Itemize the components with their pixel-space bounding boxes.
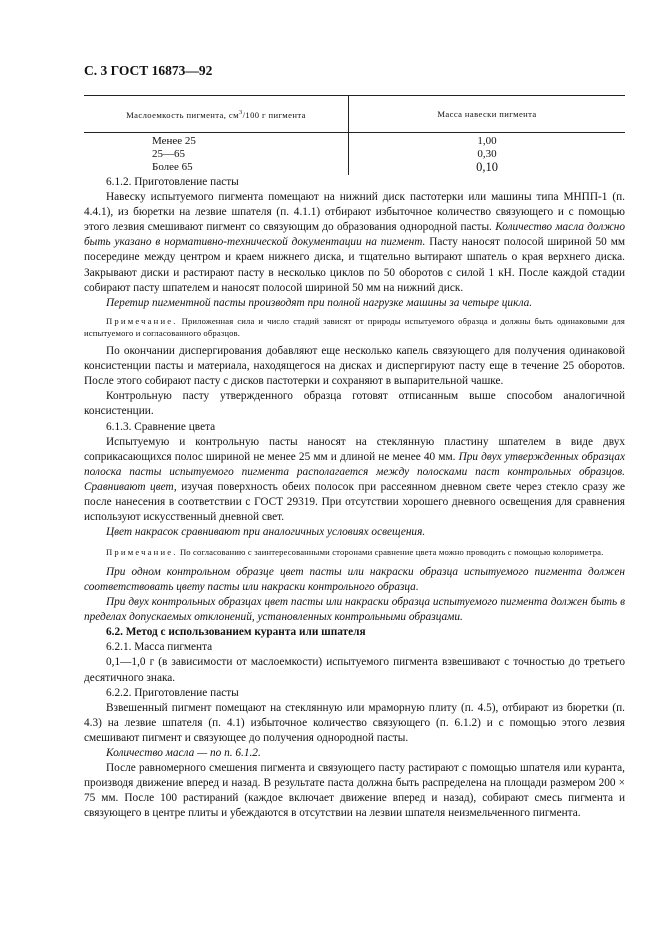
- pigment-mass-table: [84, 95, 625, 175]
- table-header-row: [84, 96, 625, 133]
- table-header-oil-absorption: Маслоемкость пигмента, $см^3/100$ г пигмента: [84, 96, 349, 133]
- table-header-sample-mass: Масса навески пигмента: [349, 96, 626, 133]
- section-heading-6-2-1: 6.2.1. Масса пигмента: [106, 641, 213, 654]
- paragraph-italic: Цвет накрасок сравнивают при аналогичных условиях освещения.: [106, 526, 426, 539]
- oil-absorption-cell: [84, 133, 349, 176]
- sample-mass-cell: [349, 133, 626, 176]
- table-cell: 25—65: [152, 148, 185, 161]
- table-cell: 0,10: [476, 160, 498, 175]
- table-cell: 1,00: [477, 135, 497, 147]
- note: Примечание. Приложенная сила и число стадий зависят от природы испытуемого образца и должны быть одинаковыми для испытуемого и согласованного образцов.: [84, 315, 625, 339]
- table-row: [84, 133, 625, 176]
- page-header: С. 3 ГОСТ 16873—92: [84, 63, 213, 78]
- paragraph: Взвешенный пигмент помещают на стеклянную или мраморную плиту (п. 4.5), отбирают из бюретки (п. 4.3) на лезвие шпателя (п. 4.1) избыточное количество связующего (п. 6.1.2) и с помощью этого лезвия смешивают пигмент и связующее до получения однородной пасты.: [84, 701, 625, 744]
- paragraph: По окончании диспергирования добавляют еще несколько капель связующего для получения одинаковой консистенции пасты и материала, находящегося на дисках и диспергируют пасту еще в течение 25 оборотов. После этого собирают пасту с дисков пастотерки и сохраняют в выпарительной чашке.: [84, 345, 625, 388]
- section-heading-6-1-3: 6.1.3. Сравнение цвета: [106, 420, 216, 433]
- paragraph: Навеску испытуемого пигмента помещают на нижний диск пастотерки или машины типа МНПП-1 (п. 4.4.1), из бюретки на лезвие шпателя (п. 4.1.1) отбирают избыточное количество связующего и с помощью этого лезвия смешивают пигмент со связующим до образования однородной пасты. Количество масла должно быть указано в нормативно-технической документации на пигмент. Пасту наносят полосой шириной 50 мм посередине между центром и краем нижнего диска, и тщательно вытирают шпатель о края верхнего диска. Закрывают диски и растирают пасту в несколько циклов по 50 оборотов с силой 1 кН. После каждой стадии собирают пасту шпателем и наносят полосой шириной 50 мм на нижний диск.: [84, 191, 626, 294]
- table-cell: Более 65: [152, 161, 193, 174]
- table-cell: Менее 25: [152, 135, 196, 147]
- paragraph-italic: Количество масла — по п. 6.1.2.: [106, 746, 261, 759]
- paragraph-italic: При одном контрольном образце цвет пасты или накраски образца испытуемого пигмента должен соответствовать цвету пасты или накраски контрольного образца.: [84, 565, 625, 593]
- paragraph-italic: При двух контрольных образцах цвет пасты или накраски образца испытуемого пигмента должен быть в пределах допускаемых отклонений, установленных контрольными образцами.: [84, 596, 625, 624]
- paragraph: Испытуемую и контрольную пасты наносят на стеклянную пластину шпателем в виде двух соприкасающихся полос шириной не менее 25 мм и длиной не менее 40 мм. При двух утвержденных образцах полоска пасты испытуемого пигмента располагается между полосками паст контрольных образцов. Сравнивают цвет, изучая поверхность обеих полосок при рассеянном дневном свете через стекло сразу же после нанесения в соответствии с ГОСТ 29319. При отсутствии хорошего дневного освещения для сравнения используют искусственный дневной свет.: [84, 435, 625, 524]
- paragraph: 0,1—1,0 г (в зависимости от маслоемкости) испытуемого пигмента взвешивают с точностью до третьего десятичного знака.: [84, 656, 625, 684]
- paragraph: После равномерного смешения пигмента и связующего пасту растирают с помощью шпателя или куранта, производя движение вперед и назад. В результате паста должна быть распределена на площади размером 200 × 75 мм. После 100 растираний (каждое включает движение вперед и назад), собирают смесь пигмента и связующего в центре плиты и убеждаются в отсутствии на лезвии шпателя неизмельченного пигмента.: [84, 762, 625, 820]
- section-heading-6-2: 6.2. Метод с использованием куранта или шпателя: [106, 626, 366, 639]
- paragraph: Контрольную пасту утвержденного образца готовят отписанным выше способом аналогичной консистенции.: [84, 390, 625, 418]
- paragraph-italic: Перетир пигментной пасты производят при полной нагрузке машины за четыре цикла.: [106, 296, 533, 309]
- document-body: [84, 175, 625, 821]
- note: Примечание. По согласованию с заинтересованными сторонами сравнение цвета можно проводить с помощью колориметра.: [106, 547, 604, 558]
- table-cell: 0,30: [477, 148, 497, 161]
- section-heading-6-2-2: 6.2.2. Приготовление пасты: [106, 686, 239, 699]
- section-heading-6-1-2: 6.1.2. Приготовление пасты: [106, 176, 239, 188]
